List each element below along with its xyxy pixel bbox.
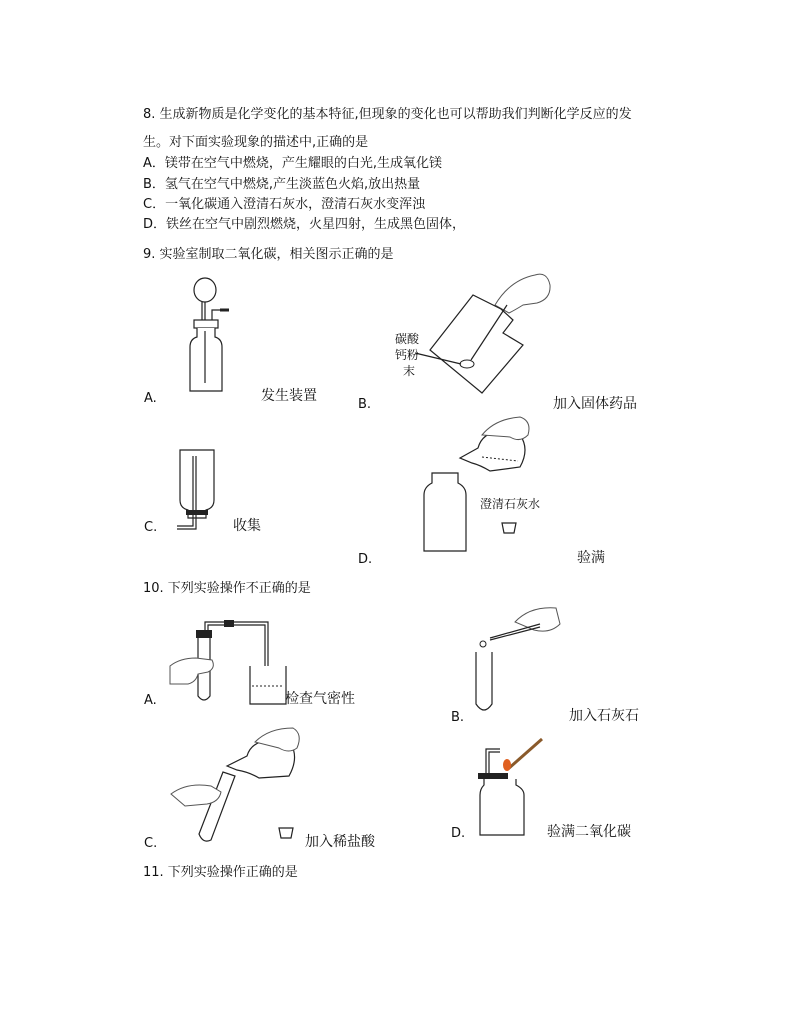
q9-d-note: 澄清石灰水 (480, 497, 541, 511)
q10-stem: 10. 下列实验操作不正确的是 (143, 581, 311, 596)
q9-b-note-1: 碳酸 (395, 332, 420, 346)
q8-stem-line1: 8. 生成新物质是化学变化的基本特征,但现象的变化也可以帮助我们判断化学反应的发 (143, 107, 632, 122)
q9-c-caption: 收集 (233, 518, 261, 534)
q10-d-caption: 验满二氧化碳 (547, 824, 631, 840)
q11-stem: 11. 下列实验操作正确的是 (143, 865, 298, 880)
q9-b-caption: 加入固体药品 (553, 396, 637, 412)
q10-a-caption: 检查气密性 (285, 691, 355, 707)
q8-option-d: D．铁丝在空气中剧烈燃烧，火星四射，生成黑色固体， (143, 217, 466, 232)
q9-b-letter: B. (358, 397, 372, 412)
q9-d-limewater-diagram (420, 413, 560, 558)
q8-stem-line2: 生。对下面实验现象的描述中,正确的是 (143, 135, 369, 150)
q9-stem: 9. 实验室制取二氧化碳，相关图示正确的是 (143, 247, 394, 262)
q9-b-note-2: 钙粉 (395, 348, 420, 362)
q9-d-caption: 验满 (577, 550, 605, 566)
q9-b-note-3: 末 (403, 364, 416, 378)
q8-option-b: B．氢气在空气中燃烧,产生淡蓝色火焰,放出热量 (143, 177, 421, 192)
q9-a-generator-diagram (185, 275, 235, 400)
q10-c-letter: C. (144, 836, 158, 851)
q10-c-acid-diagram (165, 722, 305, 847)
q8-option-a: A．镁带在空气中燃烧，产生耀眼的白光,生成氧化镁 (143, 156, 443, 171)
q10-b-caption: 加入石灰石 (569, 708, 639, 724)
q9-c-letter: C. (144, 520, 158, 535)
q9-a-letter: A. (144, 391, 157, 406)
q10-a-airtightness-diagram (168, 618, 288, 708)
q8-option-c: C．一氧化碳通入澄清石灰水，澄清石灰水变浑浊 (143, 197, 426, 212)
q10-a-letter: A. (144, 693, 157, 708)
q10-b-limestone-diagram (470, 604, 565, 714)
q9-c-collection-diagram (172, 448, 232, 533)
q10-b-letter: B. (451, 710, 465, 725)
q10-d-co2-check-diagram (478, 735, 548, 840)
q9-a-caption: 发生装置 (261, 388, 317, 404)
q9-b-powder-diagram (425, 265, 555, 400)
q9-d-letter: D. (358, 552, 373, 567)
q10-d-letter: D. (451, 826, 466, 841)
q10-c-caption: 加入稀盐酸 (305, 834, 375, 850)
